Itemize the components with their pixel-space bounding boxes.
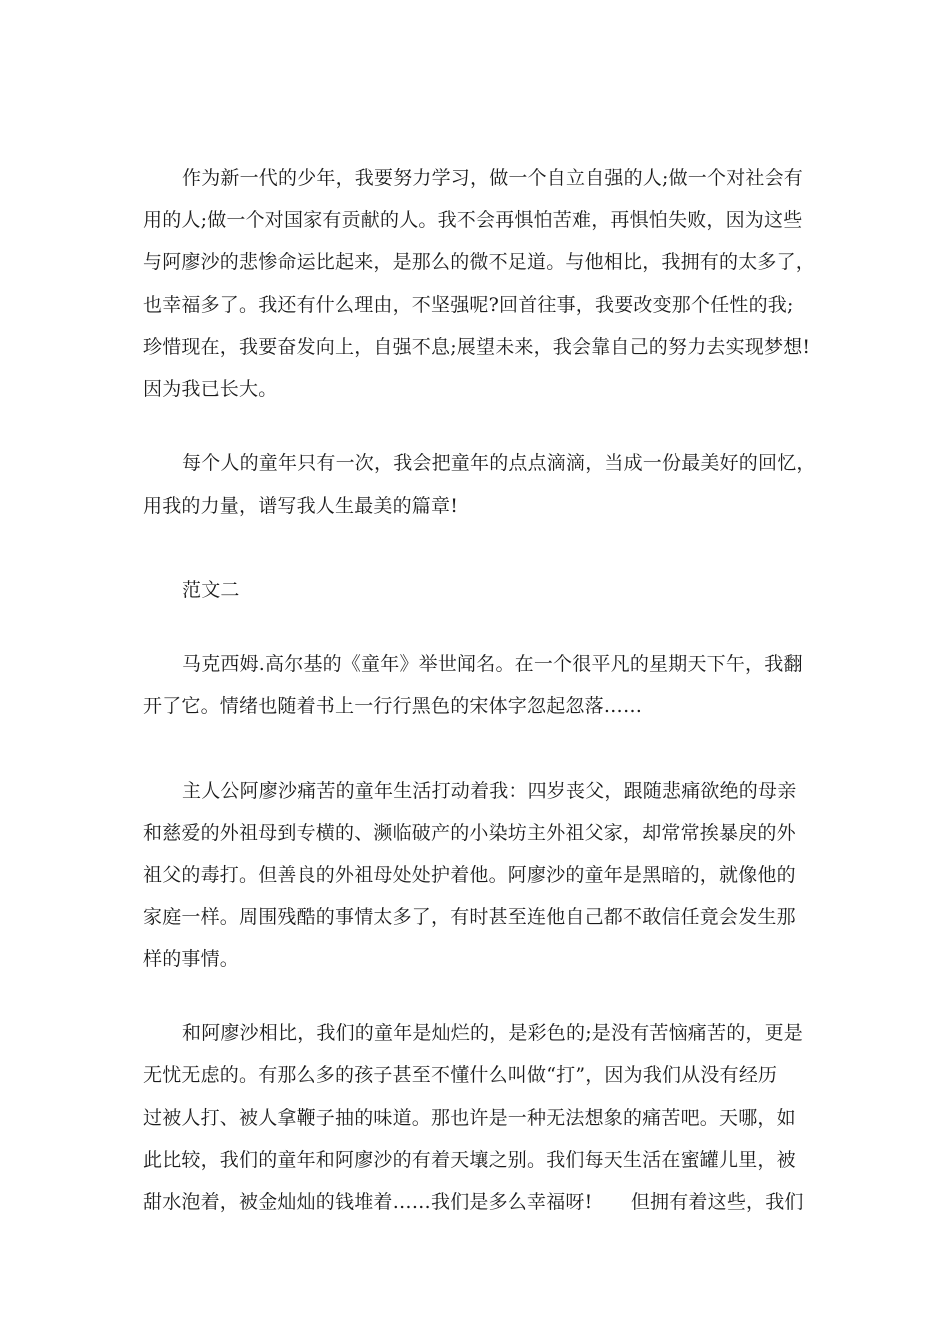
paragraph-line: 每个人的童年只有一次，我会把童年的点点滴滴，当成一份最美好的回忆， xyxy=(182,452,816,474)
paragraph-line: 祖父的毒打。但善良的外祖母处处护着他。阿廖沙的童年是黑暗的，就像他的 xyxy=(143,864,796,886)
paragraph-line: 用的人;做一个对国家有贡献的人。我不会再惧怕苦难，再惧怕失败，因为这些 xyxy=(143,209,803,231)
paragraph-line: 家庭一样。周围残酷的事情太多了，有时甚至连他自己都不敢信任竟会发生那 xyxy=(143,906,796,928)
paragraph-line: 无忧无虑的。有那么多的孩子甚至不懂什么叫做“打”，因为我们从没有经历 xyxy=(143,1064,778,1086)
paragraph-line: 开了它。情绪也随着书上一行行黑色的宋体字忽起忽落…… xyxy=(143,695,643,717)
paragraph-line: 马克西姆.高尔基的《童年》举世闻名。在一个很平凡的星期天下午，我翻 xyxy=(182,653,803,675)
paragraph-line: 过被人打、被人拿鞭子抽的味道。那也许是一种无法想象的痛苦吧。天哪，如 xyxy=(143,1107,796,1129)
paragraph-line: 样的事情。 xyxy=(143,948,240,970)
paragraph-line: 珍惜现在，我要奋发向上，自强不息;展望未来，我会靠自己的努力去实现梦想! xyxy=(143,336,811,358)
section-heading: 范文二 xyxy=(182,579,240,601)
paragraph-line: 主人公阿廖沙痛苦的童年生活打动着我：四岁丧父，跟随悲痛欲绝的母亲 xyxy=(182,780,797,802)
paragraph-line: 与阿廖沙的悲惨命运比起来，是那么的微不足道。与他相比，我拥有的太多了， xyxy=(143,251,816,273)
paragraph-line: 甜水泡着，被金灿灿的钱堆着……我们是多么幸福呀! 但拥有着这些，我们 xyxy=(143,1191,804,1213)
paragraph-line: 因为我已长大。 xyxy=(143,378,278,400)
paragraph-line: 作为新一代的少年，我要努力学习，做一个自立自强的人;做一个对社会有 xyxy=(182,167,804,189)
paragraph-line: 和阿廖沙相比，我们的童年是灿烂的，是彩色的;是没有苦恼痛苦的，更是 xyxy=(182,1022,804,1044)
paragraph-line: 和慈爱的外祖母到专横的、濒临破产的小染坊主外祖父家，却常常挨暴戾的外 xyxy=(143,822,796,844)
paragraph-line: 也幸福多了。我还有什么理由，不坚强呢?回首往事，我要改变那个任性的我; xyxy=(143,294,794,316)
paragraph-line: 用我的力量，谱写我人生最美的篇章! xyxy=(143,495,459,517)
paragraph-line: 此比较，我们的童年和阿廖沙的有着天壤之别。我们每天生活在蜜罐儿里，被 xyxy=(143,1149,796,1171)
